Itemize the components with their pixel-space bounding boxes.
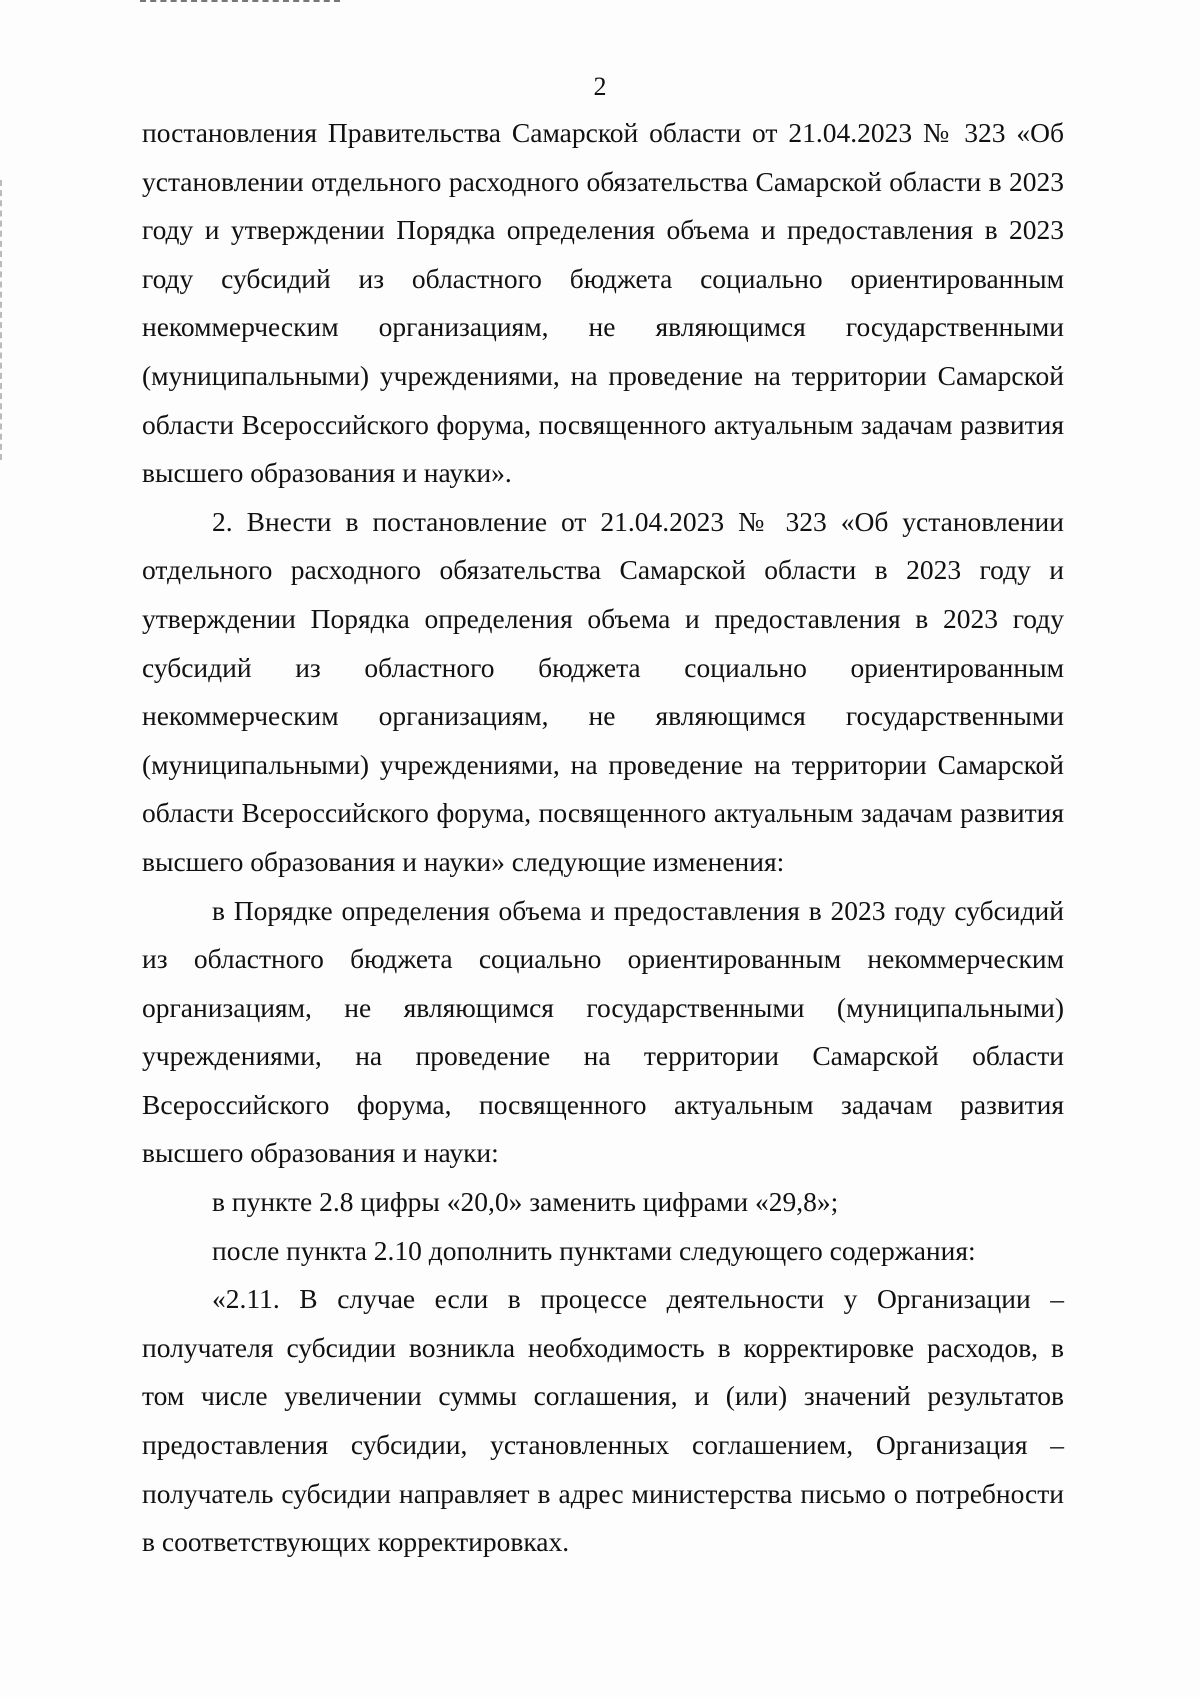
document-body [142,109,1064,1567]
page-number: 2 [593,72,607,101]
paragraph-order-amendment: в Порядке определения объема и предоставления в 2023 году субсидий из областного бюджета социально ориентированным некоммерческим организациям, не являющимся государственными (муниципальными) учреждениями, на проведение на территории Самарской области Всероссийского форума, посвященного актуальным задачам развития высшего образования и науки: [142,894,1064,1169]
scan-edge-top [140,0,340,4]
paragraph-intro-continuation: постановления Правительства Самарской области от 21.04.2023 № 323 «Об установлении отдельного расходного обязательства Самарской области в 2023 году и утверждении Порядка определения объема и предоставления в 2023 году субсидий из областного бюджета социально ориентированным некоммерческим организациям, не являющимся государственными (муниципальными) учреждениями, на проведение на территории Самарской области Всероссийского форума, посвященного актуальным задачам развития высшего образования и науки». [142,117,1064,489]
paragraph-after-2-10: после пункта 2.10 дополнить пунктами следующего содержания: [212,1234,976,1266]
paragraph-point-2-11: «2.11. В случае если в процессе деятельности у Организации – получателя субсидии возникла необходимость в корректировке расходов, в том числе увеличении суммы соглашения, и (или) значений результатов предоставления субсидии, установленных соглашением, Организация – получатель субсидии направляет в адрес министерства письмо о потребности в соответствующих корректировках. [142,1283,1064,1558]
paragraph-point-2-8: в пункте 2.8 цифры «20,0» заменить цифрами «29,8»; [212,1186,839,1218]
scan-edge-left [0,180,4,460]
paragraph-item-2: 2. Внести в постановление от 21.04.2023 № 323 «Об установлении отдельного расходного обязательства Самарской области в 2023 году и утверждении Порядка определения объема и предоставления в 2023 году субсидий из областного бюджета социально ориентированным некоммерческим организациям, не являющимся государственными (муниципальными) учреждениями, на проведение на территории Самарской области Всероссийского форума, посвященного актуальным задачам развития высшего образования и науки» следующие изменения: [142,505,1064,877]
